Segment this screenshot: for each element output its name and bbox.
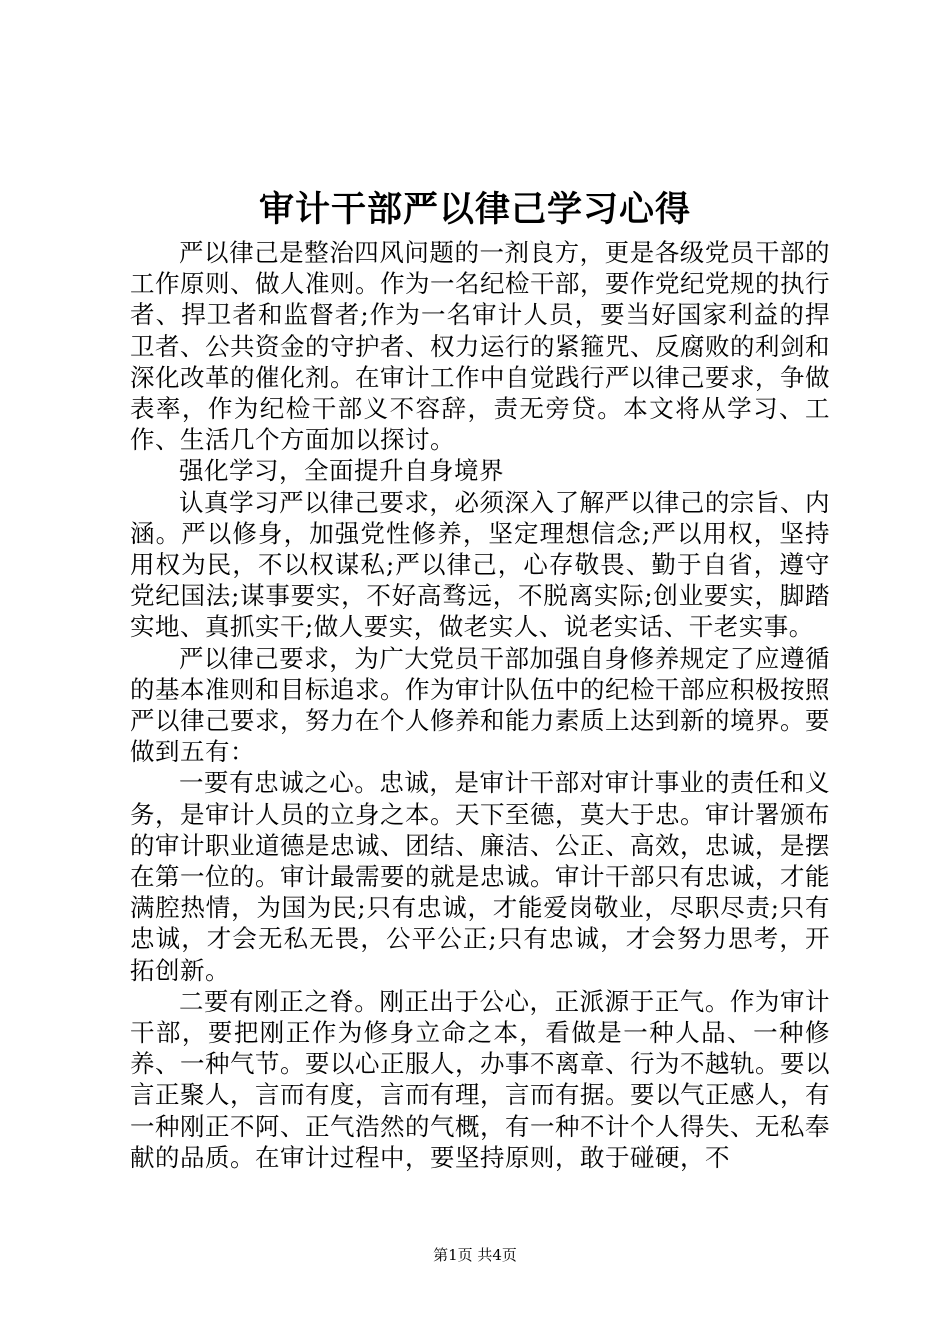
page-number-footer: 第1页 共4页	[433, 1246, 517, 1264]
document-body	[130, 237, 830, 1173]
section-heading: 强化学习，全面提升自身境界	[179, 456, 504, 486]
paragraph-requirements: 严以律己要求，为广大党员干部加强自身修养规定了应遵循的基本准则和目标追求。作为审计队伍中的纪检干部应积极按照严以律己要求，努力在个人修养和能力素质上达到新的境界。要做到五有：	[130, 643, 830, 767]
paragraph-integrity: 二要有刚正之脊。刚正出于公心，正派源于正气。作为审计干部，要把刚正作为修身立命之本，看做是一种人品、一种修养、一种气节。要以心正服人，办事不离章、行为不越轨。要以言正聚人，言而有度，言而有理，言而有据。要以气正感人，有一种刚正不阿、正气浩然的气概，有一种不计个人得失、无私奉献的品质。在审计过程中，要坚持原则，敢于碰硬，不	[130, 986, 830, 1172]
document-title: 审计干部严以律己学习心得	[258, 189, 691, 230]
paragraph-study: 认真学习严以律己要求，必须深入了解严以律己的宗旨、内涵。严以修身，加强党性修养，坚定理想信念;严以用权，坚持用权为民，不以权谋私;严以律己，心存敬畏、勤于自省，遵守党纪国法;谋事要实，不好高骛远，不脱离实际;创业要实，脚踏实地、真抓实干;做人要实，做老实人、说老实话、干老实事。	[130, 487, 830, 642]
paragraph-loyalty: 一要有忠诚之心。忠诚，是审计干部对审计事业的责任和义务，是审计人员的立身之本。天下至德，莫大于忠。审计署颁布的审计职业道德是忠诚、团结、廉洁、公正、高效，忠诚，是摆在第一位的。审计最需要的就是忠诚。审计干部只有忠诚，才能满腔热情，为国为民;只有忠诚，才能爱岗敬业，尽职尽责;只有忠诚，才会无私无畏，公平公正;只有忠诚，才会努力思考，开拓创新。	[130, 768, 830, 985]
paragraph-intro: 严以律己是整治四风问题的一剂良方，更是各级党员干部的工作原则、做人准则。作为一名纪检干部，要作党纪党规的执行者、捍卫者和监督者;作为一名审计人员，要当好国家利益的捍卫者、公共资金的守护者、权力运行的紧箍咒、反腐败的利剑和深化改革的催化剂。在审计工作中自觉践行严以律己要求，争做表率，作为纪检干部义不容辞，责无旁贷。本文将从学习、工作、生活几个方面加以探讨。	[130, 238, 830, 455]
